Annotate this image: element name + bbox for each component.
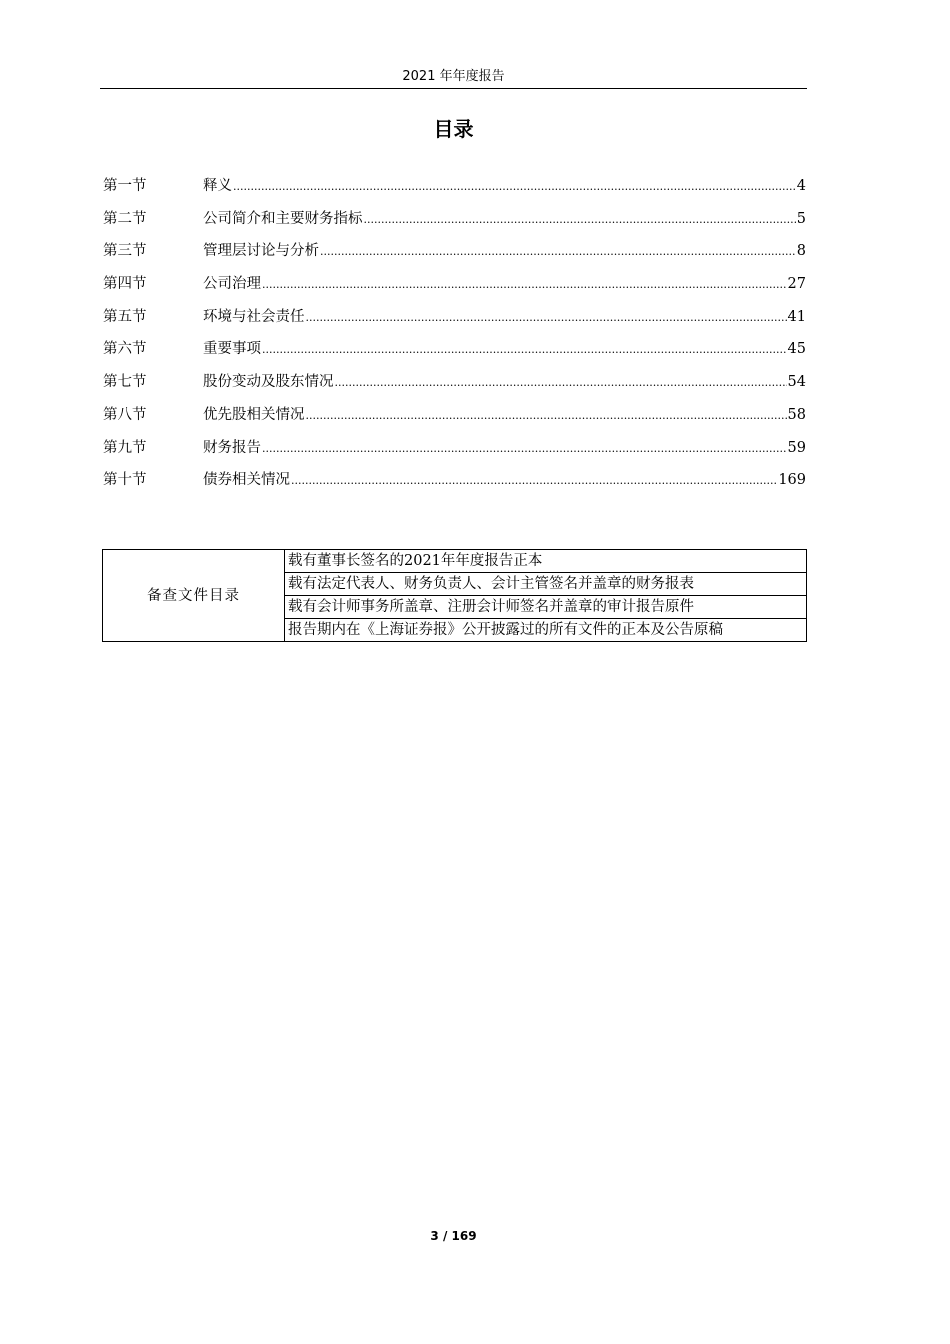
toc-page-number: 27 — [787, 276, 806, 293]
report-title: 2021 年年度报告 — [402, 69, 505, 84]
toc-leader-dots — [262, 334, 787, 367]
toc-page-number: 4 — [796, 178, 806, 194]
toc-page-number: 59 — [787, 439, 806, 456]
toc-entry[interactable] — [103, 432, 806, 465]
toc-page-number: 8 — [796, 243, 806, 260]
toc-section-name: 释义 — [203, 178, 232, 194]
toc-entry[interactable] — [103, 235, 806, 268]
toc-entry[interactable] — [103, 301, 806, 334]
toc-page-number: 5 — [796, 210, 806, 227]
toc-section-number: 第三节 — [103, 243, 147, 260]
reference-file-item: 载有会计师事务所盖章、注册会计师签名并盖章的审计报告原件 — [285, 596, 807, 619]
toc-section-name: 重要事项 — [203, 341, 261, 358]
toc-page-number: 58 — [787, 406, 806, 423]
toc-leader-dots — [233, 171, 796, 204]
toc-section-number: 第一节 — [103, 178, 147, 194]
toc-entry[interactable] — [103, 268, 806, 301]
toc-leader-dots — [291, 465, 777, 498]
toc-section-number: 第六节 — [103, 341, 147, 358]
toc-leader-dots — [364, 204, 796, 237]
toc-section-number: 第二节 — [103, 210, 147, 227]
toc-section-name: 管理层讨论与分析 — [203, 243, 319, 260]
toc-entry[interactable] — [103, 333, 806, 366]
toc-entry[interactable] — [103, 170, 806, 203]
toc-leader-dots — [306, 400, 787, 433]
toc-page-number: 41 — [787, 308, 806, 325]
table-row — [103, 550, 807, 573]
toc-section-number: 第十节 — [103, 472, 147, 489]
toc-leader-dots — [262, 433, 787, 466]
toc-page-number: 54 — [787, 374, 806, 391]
toc-title: 目录 — [433, 117, 474, 141]
toc-page-number: 169 — [778, 472, 806, 489]
reference-files-table — [102, 549, 807, 642]
toc-page-number: 45 — [787, 341, 806, 358]
toc-entry[interactable] — [103, 399, 806, 432]
reference-file-item: 载有法定代表人、财务负责人、会计主管签名并盖章的财务报表 — [285, 573, 807, 596]
toc-entry[interactable] — [103, 464, 806, 497]
toc-section-number: 第五节 — [103, 308, 147, 325]
toc-section-number: 第九节 — [103, 439, 147, 456]
toc-section-name: 债券相关情况 — [203, 472, 290, 489]
toc-section-name: 股份变动及股东情况 — [203, 374, 334, 391]
toc-leader-dots — [320, 236, 796, 269]
toc-section-number: 第八节 — [103, 406, 147, 423]
toc-section-name: 财务报告 — [203, 439, 261, 456]
reference-files-label: 备查文件目录 — [103, 550, 285, 642]
toc-section-number: 第四节 — [103, 276, 147, 293]
reference-file-item: 载有董事长签名的2021年年度报告正本 — [285, 550, 807, 573]
toc-leader-dots — [306, 302, 787, 335]
page-number: 3 / 169 — [430, 1229, 477, 1243]
toc-section-name: 公司治理 — [203, 276, 261, 293]
reference-file-item: 报告期内在《上海证券报》公开披露过的所有文件的正本及公告原稿 — [285, 619, 807, 642]
toc-section-name: 环境与社会责任 — [203, 308, 305, 325]
toc-section-name: 公司简介和主要财务指标 — [203, 210, 363, 227]
page-header — [100, 66, 807, 89]
toc-leader-dots — [262, 269, 787, 302]
page-footer — [100, 1229, 807, 1243]
toc-section-number: 第七节 — [103, 374, 147, 391]
toc-leader-dots — [335, 367, 787, 400]
table-of-contents — [103, 170, 806, 497]
toc-entry[interactable] — [103, 203, 806, 236]
toc-entry[interactable] — [103, 366, 806, 399]
toc-section-name: 优先股相关情况 — [203, 406, 305, 423]
